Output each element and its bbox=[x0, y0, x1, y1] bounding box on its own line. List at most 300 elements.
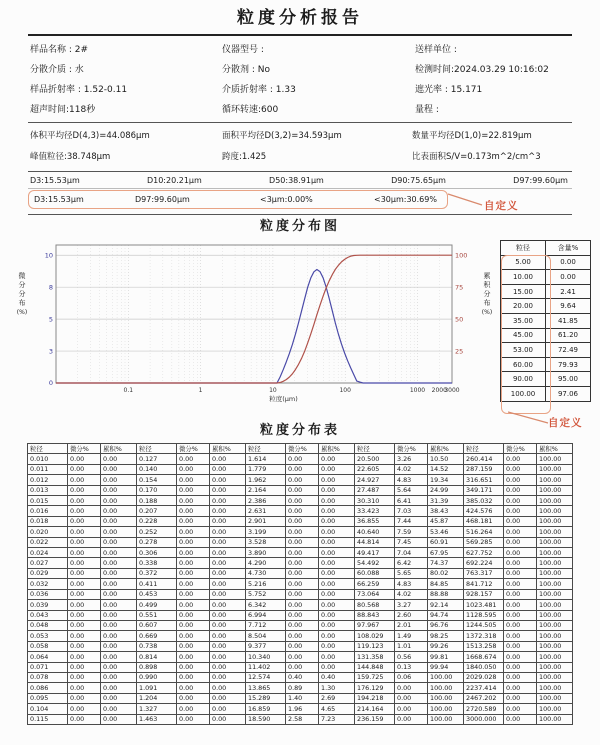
dist-diff-cell: 0.00 bbox=[177, 672, 210, 682]
d-percentile-row bbox=[0, 172, 600, 188]
dist-cum-cell: 0.00 bbox=[101, 683, 137, 693]
result-stats-grid bbox=[0, 123, 600, 171]
custom-annotation-label: 自定义 bbox=[484, 200, 519, 212]
dist-cum-cell: 0.00 bbox=[101, 652, 137, 662]
side-table-cell: 20.00 bbox=[501, 299, 546, 314]
dist-size-cell: 0.551 bbox=[137, 610, 177, 620]
dist-size-cell: 2237.414 bbox=[464, 683, 504, 693]
dist-cum-cell: 92.14 bbox=[428, 600, 464, 610]
dist-size-cell: 0.228 bbox=[137, 516, 177, 526]
info-field: 循环转速:600 bbox=[222, 105, 279, 115]
side-table-row bbox=[501, 386, 591, 401]
d-value: D3:15.53μm bbox=[30, 176, 80, 185]
dist-size-cell: 260.414 bbox=[464, 454, 504, 464]
stat-field: 体积平均径D(4,3)=44.086μm bbox=[30, 131, 150, 141]
dist-size-cell: 0.078 bbox=[28, 672, 68, 682]
dist-cum-cell: 100.00 bbox=[537, 454, 573, 464]
dist-size-cell: 287.159 bbox=[464, 464, 504, 474]
dist-cum-cell: 31.39 bbox=[428, 496, 464, 506]
dist-size-cell: 0.338 bbox=[137, 558, 177, 568]
dist-table-row bbox=[28, 464, 573, 474]
dist-size-cell: 1513.258 bbox=[464, 641, 504, 651]
right-axis-title bbox=[480, 238, 494, 317]
left-axis-tick-label: 5 bbox=[48, 315, 53, 324]
info-field: 超声时间:118秒 bbox=[30, 105, 96, 115]
dist-table-row bbox=[28, 662, 573, 672]
dist-table-row bbox=[28, 652, 573, 662]
dist-cum-cell: 0.00 bbox=[210, 662, 246, 672]
dist-cum-cell: 100.00 bbox=[537, 464, 573, 474]
dist-size-cell: 12.574 bbox=[246, 672, 286, 682]
dist-diff-cell: 1.96 bbox=[286, 704, 319, 714]
dist-diff-cell: 0.00 bbox=[68, 558, 101, 568]
left-axis-title bbox=[14, 238, 30, 317]
dist-size-cell: 0.990 bbox=[137, 672, 177, 682]
dist-size-cell: 10.340 bbox=[246, 652, 286, 662]
dist-cum-cell: 0.00 bbox=[101, 600, 137, 610]
dist-size-cell: 159.725 bbox=[355, 672, 395, 682]
dist-cum-cell: 0.00 bbox=[210, 548, 246, 558]
dist-size-cell: 0.306 bbox=[137, 548, 177, 558]
dist-size-cell: 33.423 bbox=[355, 506, 395, 516]
chart-section-title: 粒度分布图 bbox=[259, 219, 340, 234]
dist-size-cell: 0.095 bbox=[28, 693, 68, 703]
side-table-cell: 60.00 bbox=[501, 357, 546, 372]
dist-cum-cell: 24.99 bbox=[428, 485, 464, 495]
dist-cum-cell: 0.00 bbox=[319, 537, 355, 547]
dist-diff-cell: 4.83 bbox=[395, 475, 428, 485]
dist-table-row bbox=[28, 631, 573, 641]
dist-size-cell: 569.285 bbox=[464, 537, 504, 547]
dist-size-cell: 0.024 bbox=[28, 548, 68, 558]
d-value: D90:75.65μm bbox=[391, 176, 446, 185]
dist-cum-cell: 0.00 bbox=[210, 454, 246, 464]
dist-size-cell: 0.013 bbox=[28, 485, 68, 495]
dist-cum-cell: 4.65 bbox=[319, 704, 355, 714]
dist-cum-cell: 88.88 bbox=[428, 589, 464, 599]
dist-diff-cell: 0.00 bbox=[68, 620, 101, 630]
stat-field: 数量平均径D(1,0)=22.819μm bbox=[412, 131, 532, 141]
dist-size-cell: 6.994 bbox=[246, 610, 286, 620]
dist-cum-cell: 0.00 bbox=[210, 496, 246, 506]
distribution-table bbox=[27, 443, 573, 725]
dist-size-cell: 5.752 bbox=[246, 589, 286, 599]
dist-cum-cell: 2.69 bbox=[319, 693, 355, 703]
side-table-cell: 79.93 bbox=[546, 357, 591, 372]
side-table-cell: 2.41 bbox=[546, 284, 591, 299]
dist-diff-cell: 1.40 bbox=[286, 693, 319, 703]
dist-size-cell: 0.453 bbox=[137, 589, 177, 599]
dist-diff-cell: 6.41 bbox=[395, 496, 428, 506]
dist-diff-cell: 0.00 bbox=[504, 506, 537, 516]
differential-curve bbox=[56, 270, 452, 384]
dist-cum-cell: 0.00 bbox=[319, 610, 355, 620]
dist-diff-cell: 4.02 bbox=[395, 464, 428, 474]
dist-cum-cell: 0.00 bbox=[319, 558, 355, 568]
dist-diff-cell: 0.00 bbox=[177, 485, 210, 495]
dist-diff-cell: 0.00 bbox=[395, 693, 428, 703]
dist-cum-cell: 0.00 bbox=[319, 579, 355, 589]
dist-diff-cell: 0.00 bbox=[395, 714, 428, 724]
d-value: D97:99.60μm bbox=[513, 176, 568, 185]
dist-cum-cell: 74.37 bbox=[428, 558, 464, 568]
dist-diff-cell: 0.00 bbox=[286, 548, 319, 558]
dist-size-cell: 131.358 bbox=[355, 652, 395, 662]
dist-size-cell: 2.164 bbox=[246, 485, 286, 495]
dist-cum-cell: 0.00 bbox=[101, 610, 137, 620]
x-axis-tick-label: 2000 bbox=[431, 387, 447, 394]
axis-title-char: 累 bbox=[483, 272, 491, 280]
dist-diff-cell: 0.00 bbox=[177, 475, 210, 485]
dist-diff-cell: 0.00 bbox=[504, 589, 537, 599]
dist-diff-cell: 0.56 bbox=[395, 652, 428, 662]
dist-diff-cell: 0.00 bbox=[504, 714, 537, 724]
dist-diff-cell: 0.00 bbox=[177, 548, 210, 558]
dist-diff-cell: 1.49 bbox=[395, 631, 428, 641]
dist-size-cell: 0.898 bbox=[137, 662, 177, 672]
dist-size-cell: 763.317 bbox=[464, 568, 504, 578]
dist-size-cell: 3.890 bbox=[246, 548, 286, 558]
dist-diff-cell: 0.00 bbox=[177, 568, 210, 578]
dist-cum-cell: 0.00 bbox=[101, 454, 137, 464]
dist-cum-cell: 100.00 bbox=[537, 704, 573, 714]
dist-table-row bbox=[28, 641, 573, 651]
dist-diff-cell: 0.00 bbox=[504, 537, 537, 547]
side-table-row bbox=[501, 270, 591, 285]
dist-diff-cell: 0.00 bbox=[504, 652, 537, 662]
dist-cum-cell: 0.00 bbox=[210, 714, 246, 724]
axis-title-char: 分 bbox=[18, 290, 26, 298]
dist-diff-cell: 0.00 bbox=[504, 672, 537, 682]
dist-diff-cell: 0.00 bbox=[286, 600, 319, 610]
dist-diff-cell: 0.00 bbox=[68, 589, 101, 599]
dist-cum-cell: 0.00 bbox=[210, 516, 246, 526]
dist-cum-cell: 100.00 bbox=[537, 610, 573, 620]
dist-diff-cell: 0.00 bbox=[504, 600, 537, 610]
side-table-cell: 45.00 bbox=[501, 328, 546, 343]
dist-diff-cell: 0.00 bbox=[68, 672, 101, 682]
dist-size-cell: 49.417 bbox=[355, 548, 395, 558]
dist-table-row bbox=[28, 496, 573, 506]
info-field: 量程 : bbox=[415, 105, 439, 115]
dist-table-header: 粒径 bbox=[246, 444, 286, 454]
dist-diff-cell: 0.00 bbox=[504, 475, 537, 485]
dist-table-row bbox=[28, 485, 573, 495]
dist-cum-cell: 100.00 bbox=[428, 704, 464, 714]
dist-diff-cell: 0.00 bbox=[177, 600, 210, 610]
dist-size-cell: 144.848 bbox=[355, 662, 395, 672]
dist-cum-cell: 0.00 bbox=[101, 704, 137, 714]
dist-table-header: 累积% bbox=[428, 444, 464, 454]
dist-size-cell: 0.372 bbox=[137, 568, 177, 578]
dist-cum-cell: 38.43 bbox=[428, 506, 464, 516]
dist-cum-cell: 0.00 bbox=[319, 506, 355, 516]
dist-table-header: 累积% bbox=[537, 444, 573, 454]
side-table-header: 粒径 bbox=[501, 241, 546, 256]
dist-cum-cell: 0.00 bbox=[101, 672, 137, 682]
dist-cum-cell: 0.00 bbox=[210, 631, 246, 641]
dist-size-cell: 1023.481 bbox=[464, 600, 504, 610]
dist-size-cell: 468.181 bbox=[464, 516, 504, 526]
dist-diff-cell: 7.04 bbox=[395, 548, 428, 558]
dist-cum-cell: 84.85 bbox=[428, 579, 464, 589]
side-annotation-leader bbox=[506, 410, 554, 426]
dist-size-cell: 16.859 bbox=[246, 704, 286, 714]
dist-diff-cell: 0.00 bbox=[68, 693, 101, 703]
content-side-table-wrap bbox=[500, 238, 591, 429]
left-axis-tick-label: 0 bbox=[48, 379, 53, 388]
dist-size-cell: 4.290 bbox=[246, 558, 286, 568]
dist-diff-cell: 0.00 bbox=[286, 537, 319, 547]
dist-diff-cell: 0.00 bbox=[68, 631, 101, 641]
dist-diff-cell: 0.00 bbox=[177, 506, 210, 516]
dist-cum-cell: 60.91 bbox=[428, 537, 464, 547]
dist-cum-cell: 100.00 bbox=[537, 516, 573, 526]
dist-size-cell: 1372.318 bbox=[464, 631, 504, 641]
custom-d-value: D3:15.53μm bbox=[34, 195, 84, 204]
custom-d-value: <3μm:0.00% bbox=[260, 195, 313, 204]
dist-size-cell: 1244.505 bbox=[464, 620, 504, 630]
dist-size-cell: 516.264 bbox=[464, 527, 504, 537]
side-table-cell: 0.00 bbox=[546, 270, 591, 285]
dist-diff-cell: 0.00 bbox=[504, 662, 537, 672]
side-table-header: 含量% bbox=[546, 241, 591, 256]
dist-size-cell: 119.123 bbox=[355, 641, 395, 651]
dist-diff-cell: 0.00 bbox=[177, 662, 210, 672]
side-table-row bbox=[501, 343, 591, 358]
side-table-row bbox=[501, 357, 591, 372]
dist-cum-cell: 0.00 bbox=[101, 485, 137, 495]
side-table-row bbox=[501, 255, 591, 270]
dist-diff-cell: 0.00 bbox=[286, 464, 319, 474]
dist-diff-cell: 0.00 bbox=[286, 558, 319, 568]
side-table-row bbox=[501, 313, 591, 328]
dist-table-header: 累积% bbox=[101, 444, 137, 454]
chart-area bbox=[0, 238, 600, 429]
dist-cum-cell: 19.34 bbox=[428, 475, 464, 485]
dist-size-cell: 0.411 bbox=[137, 579, 177, 589]
dist-cum-cell: 0.00 bbox=[210, 579, 246, 589]
stat-field: 比表面积S/V=0.173m^2/cm^3 bbox=[412, 152, 541, 162]
dist-diff-cell: 0.00 bbox=[68, 475, 101, 485]
dist-table-row bbox=[28, 589, 573, 599]
dist-size-cell: 1840.050 bbox=[464, 662, 504, 672]
info-field: 检测时间:2024.03.29 10:16:02 bbox=[415, 65, 549, 75]
dist-diff-cell: 0.00 bbox=[177, 704, 210, 714]
dist-size-cell: 1.614 bbox=[246, 454, 286, 464]
stat-field: 面积平均径D(3,2)=34.593μm bbox=[222, 131, 342, 141]
side-table-cell: 95.00 bbox=[546, 372, 591, 387]
dist-diff-cell: 0.00 bbox=[177, 714, 210, 724]
dist-size-cell: 2.631 bbox=[246, 506, 286, 516]
dist-diff-cell: 6.42 bbox=[395, 558, 428, 568]
side-table-cell: 0.00 bbox=[546, 255, 591, 270]
dist-diff-cell: 0.00 bbox=[68, 527, 101, 537]
content-side-table bbox=[500, 240, 591, 402]
dist-size-cell: 1.327 bbox=[137, 704, 177, 714]
dist-size-cell: 0.012 bbox=[28, 475, 68, 485]
dist-diff-cell: 7.45 bbox=[395, 537, 428, 547]
d-value: D10:20.21μm bbox=[146, 176, 202, 185]
dist-size-cell: 385.032 bbox=[464, 496, 504, 506]
dist-diff-cell: 0.00 bbox=[504, 527, 537, 537]
dist-cum-cell: 0.00 bbox=[101, 568, 137, 578]
dist-size-cell: 0.048 bbox=[28, 620, 68, 630]
dist-cum-cell: 0.00 bbox=[319, 662, 355, 672]
dist-diff-cell: 0.00 bbox=[504, 454, 537, 464]
dist-table-header: 微分% bbox=[286, 444, 319, 454]
dist-size-cell: 0.140 bbox=[137, 464, 177, 474]
side-table-cell: 61.20 bbox=[546, 328, 591, 343]
dist-diff-cell: 0.00 bbox=[504, 610, 537, 620]
dist-cum-cell: 7.23 bbox=[319, 714, 355, 724]
dist-size-cell: 4.730 bbox=[246, 568, 286, 578]
report-title: 粒度分析报告 bbox=[237, 8, 363, 28]
dist-cum-cell: 98.25 bbox=[428, 631, 464, 641]
dist-cum-cell: 100.00 bbox=[537, 672, 573, 682]
dist-table-row bbox=[28, 704, 573, 714]
dist-cum-cell: 0.00 bbox=[319, 516, 355, 526]
dist-diff-cell: 0.00 bbox=[177, 516, 210, 526]
custom-d-value: D97:99.60μm bbox=[135, 195, 190, 204]
dist-diff-cell: 0.00 bbox=[504, 548, 537, 558]
dist-size-cell: 0.011 bbox=[28, 464, 68, 474]
dist-diff-cell: 0.00 bbox=[68, 568, 101, 578]
dist-diff-cell: 0.00 bbox=[68, 600, 101, 610]
dist-diff-cell: 0.00 bbox=[68, 610, 101, 620]
dist-diff-cell: 7.44 bbox=[395, 516, 428, 526]
dist-diff-cell: 0.00 bbox=[68, 485, 101, 495]
dist-table-row bbox=[28, 558, 573, 568]
dist-cum-cell: 100.00 bbox=[537, 496, 573, 506]
dist-table-row bbox=[28, 620, 573, 630]
info-field: 仪器型号 : bbox=[222, 45, 264, 55]
axis-title-char: 分 bbox=[18, 281, 26, 289]
dist-size-cell: 22.605 bbox=[355, 464, 395, 474]
dist-table-header: 粒径 bbox=[137, 444, 177, 454]
dist-size-cell: 54.492 bbox=[355, 558, 395, 568]
dist-diff-cell: 0.00 bbox=[68, 683, 101, 693]
dist-diff-cell: 0.00 bbox=[504, 704, 537, 714]
dist-cum-cell: 0.00 bbox=[210, 620, 246, 630]
side-table-cell: 15.00 bbox=[501, 284, 546, 299]
dist-diff-cell: 0.00 bbox=[68, 506, 101, 516]
dist-diff-cell: 0.00 bbox=[286, 496, 319, 506]
dist-cum-cell: 100.00 bbox=[537, 600, 573, 610]
dist-cum-cell: 96.76 bbox=[428, 620, 464, 630]
dist-cum-cell: 53.46 bbox=[428, 527, 464, 537]
dist-cum-cell: 99.26 bbox=[428, 641, 464, 651]
side-table-row bbox=[501, 284, 591, 299]
dist-cum-cell: 100.00 bbox=[537, 579, 573, 589]
dist-cum-cell: 100.00 bbox=[537, 527, 573, 537]
dist-cum-cell: 0.00 bbox=[210, 704, 246, 714]
x-axis-tick-label: 10 bbox=[269, 387, 277, 394]
dist-cum-cell: 0.00 bbox=[210, 600, 246, 610]
chart-frame bbox=[56, 245, 452, 383]
dist-cum-cell: 0.00 bbox=[210, 589, 246, 599]
dist-cum-cell: 100.00 bbox=[537, 662, 573, 672]
dist-cum-cell: 100.00 bbox=[537, 568, 573, 578]
dist-diff-cell: 0.00 bbox=[286, 620, 319, 630]
side-table-cell: 72.49 bbox=[546, 343, 591, 358]
dist-cum-cell: 0.00 bbox=[210, 506, 246, 516]
dist-table-row bbox=[28, 548, 573, 558]
dist-diff-cell: 0.00 bbox=[286, 506, 319, 516]
axis-title-char: 积 bbox=[483, 281, 491, 289]
dist-diff-cell: 0.06 bbox=[395, 672, 428, 682]
stat-field: 峰值粒径:38.748μm bbox=[30, 152, 111, 162]
dist-size-cell: 80.568 bbox=[355, 600, 395, 610]
axis-title-char: 微 bbox=[18, 272, 26, 280]
dist-table-row bbox=[28, 454, 573, 464]
dist-cum-cell: 0.00 bbox=[319, 589, 355, 599]
dist-diff-cell: 0.00 bbox=[286, 568, 319, 578]
dist-diff-cell: 0.00 bbox=[177, 558, 210, 568]
dist-cum-cell: 100.00 bbox=[537, 475, 573, 485]
dist-size-cell: 349.171 bbox=[464, 485, 504, 495]
dist-diff-cell: 0.00 bbox=[504, 693, 537, 703]
dist-table-header: 微分% bbox=[68, 444, 101, 454]
dist-diff-cell: 0.00 bbox=[504, 683, 537, 693]
dist-size-cell: 2467.202 bbox=[464, 693, 504, 703]
dist-table-row bbox=[28, 527, 573, 537]
dist-diff-cell: 0.00 bbox=[395, 704, 428, 714]
dist-size-cell: 0.499 bbox=[137, 600, 177, 610]
dist-size-cell: 0.278 bbox=[137, 537, 177, 547]
dist-diff-cell: 0.00 bbox=[286, 475, 319, 485]
dist-diff-cell: 0.00 bbox=[177, 641, 210, 651]
side-table-cell: 53.00 bbox=[501, 343, 546, 358]
dist-size-cell: 0.027 bbox=[28, 558, 68, 568]
dist-size-cell: 0.043 bbox=[28, 610, 68, 620]
dist-diff-cell: 0.00 bbox=[177, 589, 210, 599]
side-annotation-label: 自定义 bbox=[548, 417, 583, 429]
dist-cum-cell: 100.00 bbox=[428, 693, 464, 703]
dist-diff-cell: 2.60 bbox=[395, 610, 428, 620]
dist-diff-cell: 0.00 bbox=[177, 631, 210, 641]
dist-diff-cell: 0.00 bbox=[68, 496, 101, 506]
dist-size-cell: 0.071 bbox=[28, 662, 68, 672]
side-table-cell: 5.00 bbox=[501, 255, 546, 270]
dist-cum-cell: 0.00 bbox=[210, 537, 246, 547]
x-axis-tick-label: 3000 bbox=[444, 387, 460, 394]
dist-size-cell: 0.170 bbox=[137, 485, 177, 495]
dist-diff-cell: 4.83 bbox=[395, 579, 428, 589]
dist-diff-cell: 2.01 bbox=[395, 620, 428, 630]
dist-diff-cell: 0.00 bbox=[68, 704, 101, 714]
dist-size-cell: 2.386 bbox=[246, 496, 286, 506]
dist-size-cell: 928.157 bbox=[464, 589, 504, 599]
dist-size-cell: 6.342 bbox=[246, 600, 286, 610]
dist-size-cell: 194.218 bbox=[355, 693, 395, 703]
dist-cum-cell: 0.00 bbox=[101, 620, 137, 630]
dist-diff-cell: 0.00 bbox=[504, 579, 537, 589]
x-axis-title: 粒度(μm) bbox=[269, 395, 298, 403]
dist-diff-cell: 0.00 bbox=[504, 496, 537, 506]
dist-size-cell: 66.259 bbox=[355, 579, 395, 589]
dist-diff-cell: 0.00 bbox=[68, 464, 101, 474]
dist-cum-cell: 0.00 bbox=[101, 506, 137, 516]
dist-table-row bbox=[28, 537, 573, 547]
sample-info-grid bbox=[0, 36, 600, 122]
dist-size-cell: 2720.589 bbox=[464, 704, 504, 714]
dist-diff-cell: 0.00 bbox=[286, 610, 319, 620]
distribution-chart bbox=[30, 238, 480, 416]
left-axis-tick-label: 8 bbox=[48, 283, 53, 292]
axis-title-char: (%) bbox=[16, 309, 28, 316]
dist-diff-cell: 2.58 bbox=[286, 714, 319, 724]
